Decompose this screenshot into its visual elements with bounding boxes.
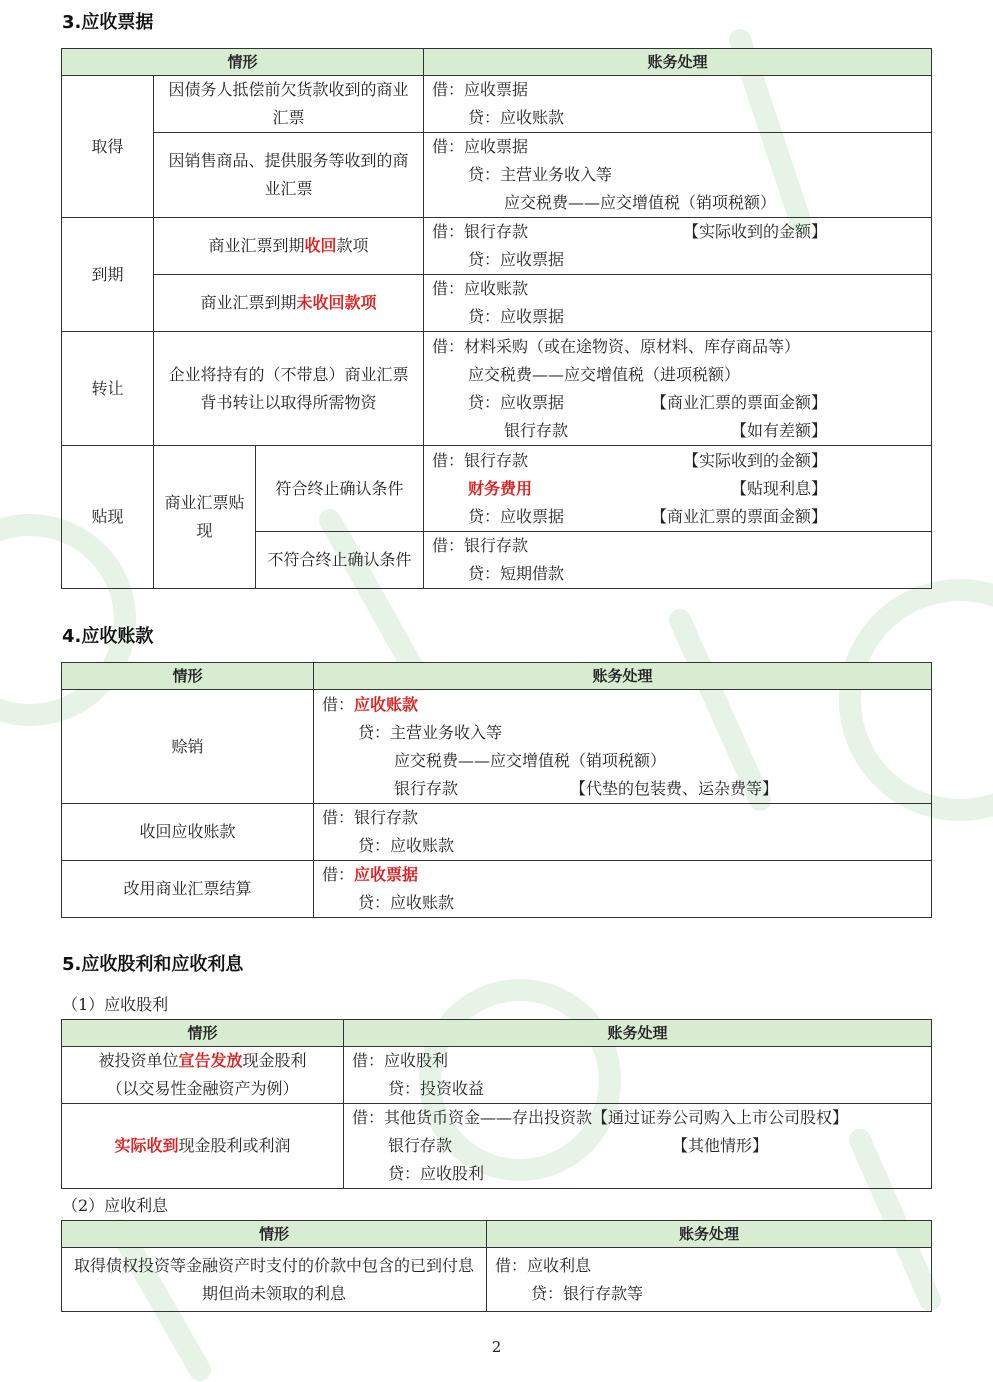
case-collect-receivable: 收回应收账款 xyxy=(62,804,314,861)
entry-dividend-received: 借：其他货币资金——存出投资款【通过证券公司购入上市公司股权】 银行存款 【其他情形】 贷：应收股利 xyxy=(344,1104,932,1189)
entry-mature-collected: 借：银行存款 【实际收到的金额】 贷：应收票据 xyxy=(424,218,932,275)
col-header-case: 情形 xyxy=(62,1221,487,1248)
case-discount-group: 商业汇票贴现 xyxy=(154,446,256,589)
subtitle-interest: （2）应收利息 xyxy=(62,1196,169,1215)
section-title-accounts-receivable: 4.应收账款 xyxy=(62,626,154,647)
entry-credit-sale: 借：应收账款 贷：主营业务收入等 应交税费——应交增值税（销项税额） 银行存款 【代垫的包装费、运杂费等】 xyxy=(314,690,932,804)
page-number: 2 xyxy=(491,1338,502,1356)
case-mature-uncollected: 商业汇票到期未收回款项 xyxy=(154,275,424,332)
col-header-accounting: 账务处理 xyxy=(344,1020,932,1047)
row-label-mature: 到期 xyxy=(62,218,154,332)
case-credit-sale: 赊销 xyxy=(62,690,314,804)
case-interest-accrued: 取得债权投资等金融资产时支付的价款中包含的已到付息期但尚未领取的利息 xyxy=(62,1248,487,1312)
col-header-case: 情形 xyxy=(62,663,314,690)
interest-receivable-table xyxy=(61,1220,932,1312)
entry-collect-receivable: 借：银行存款 贷：应收账款 xyxy=(314,804,932,861)
entry-dividend-declared: 借：应收股利 贷：投资收益 xyxy=(344,1047,932,1104)
row-label-transfer: 转让 xyxy=(62,332,154,446)
entry-interest-accrued: 借：应收利息 贷：银行存款等 xyxy=(487,1248,932,1312)
col-header-accounting: 账务处理 xyxy=(487,1221,932,1248)
row-label-discount: 贴现 xyxy=(62,446,154,589)
entry-mature-uncollected: 借：应收账款 贷：应收票据 xyxy=(424,275,932,332)
case-acquire-debt: 因债务人抵偿前欠货款收到的商业汇票 xyxy=(154,76,424,133)
section-title-dividends-interest: 5.应收股利和应收利息 xyxy=(62,954,244,975)
entry-switch-to-note: 借：应收票据 贷：应收账款 xyxy=(314,861,932,918)
case-mature-collected: 商业汇票到期收回款项 xyxy=(154,218,424,275)
col-header-case: 情形 xyxy=(62,1020,344,1047)
entry-transfer: 借：材料采购（或在途物资、原材料、库存商品等） 应交税费——应交增值税（进项税额） 贷：应收票据 【商业汇票的票面金额】 银行存款 【如有差额】 xyxy=(424,332,932,446)
col-header-accounting: 账务处理 xyxy=(314,663,932,690)
accounts-receivable-table xyxy=(61,662,932,918)
entry-acquire-sales: 借：应收票据 贷：主营业务收入等 应交税费——应交增值税（销项税额） xyxy=(424,133,932,218)
col-header-case: 情形 xyxy=(62,49,424,76)
case-dividend-declared: 被投资单位宣告发放现金股利 （以交易性金融资产为例） xyxy=(62,1047,344,1104)
section-title-notes-receivable: 3.应收票据 xyxy=(62,12,154,33)
case-switch-to-note: 改用商业汇票结算 xyxy=(62,861,314,918)
case-discount-derecognize: 符合终止确认条件 xyxy=(256,446,424,532)
entry-discount-derecognize: 借：银行存款 【实际收到的金额】 财务费用 【贴现利息】 贷：应收票据 【商业汇票的票面金额】 xyxy=(424,446,932,532)
entry-acquire-debt: 借：应收票据 贷：应收账款 xyxy=(424,76,932,133)
dividends-receivable-table xyxy=(61,1019,932,1189)
case-dividend-received: 实际收到现金股利或利润 xyxy=(62,1104,344,1189)
case-transfer: 企业将持有的（不带息）商业汇票背书转让以取得所需物资 xyxy=(154,332,424,446)
entry-discount-not-derecognize: 借：银行存款 贷：短期借款 xyxy=(424,532,932,589)
case-discount-not-derecognize: 不符合终止确认条件 xyxy=(256,532,424,589)
notes-receivable-table xyxy=(61,48,932,589)
subtitle-dividends: （1）应收股利 xyxy=(62,995,169,1014)
row-label-acquire: 取得 xyxy=(62,76,154,218)
col-header-accounting: 账务处理 xyxy=(424,49,932,76)
case-acquire-sales: 因销售商品、提供服务等收到的商业汇票 xyxy=(154,133,424,218)
